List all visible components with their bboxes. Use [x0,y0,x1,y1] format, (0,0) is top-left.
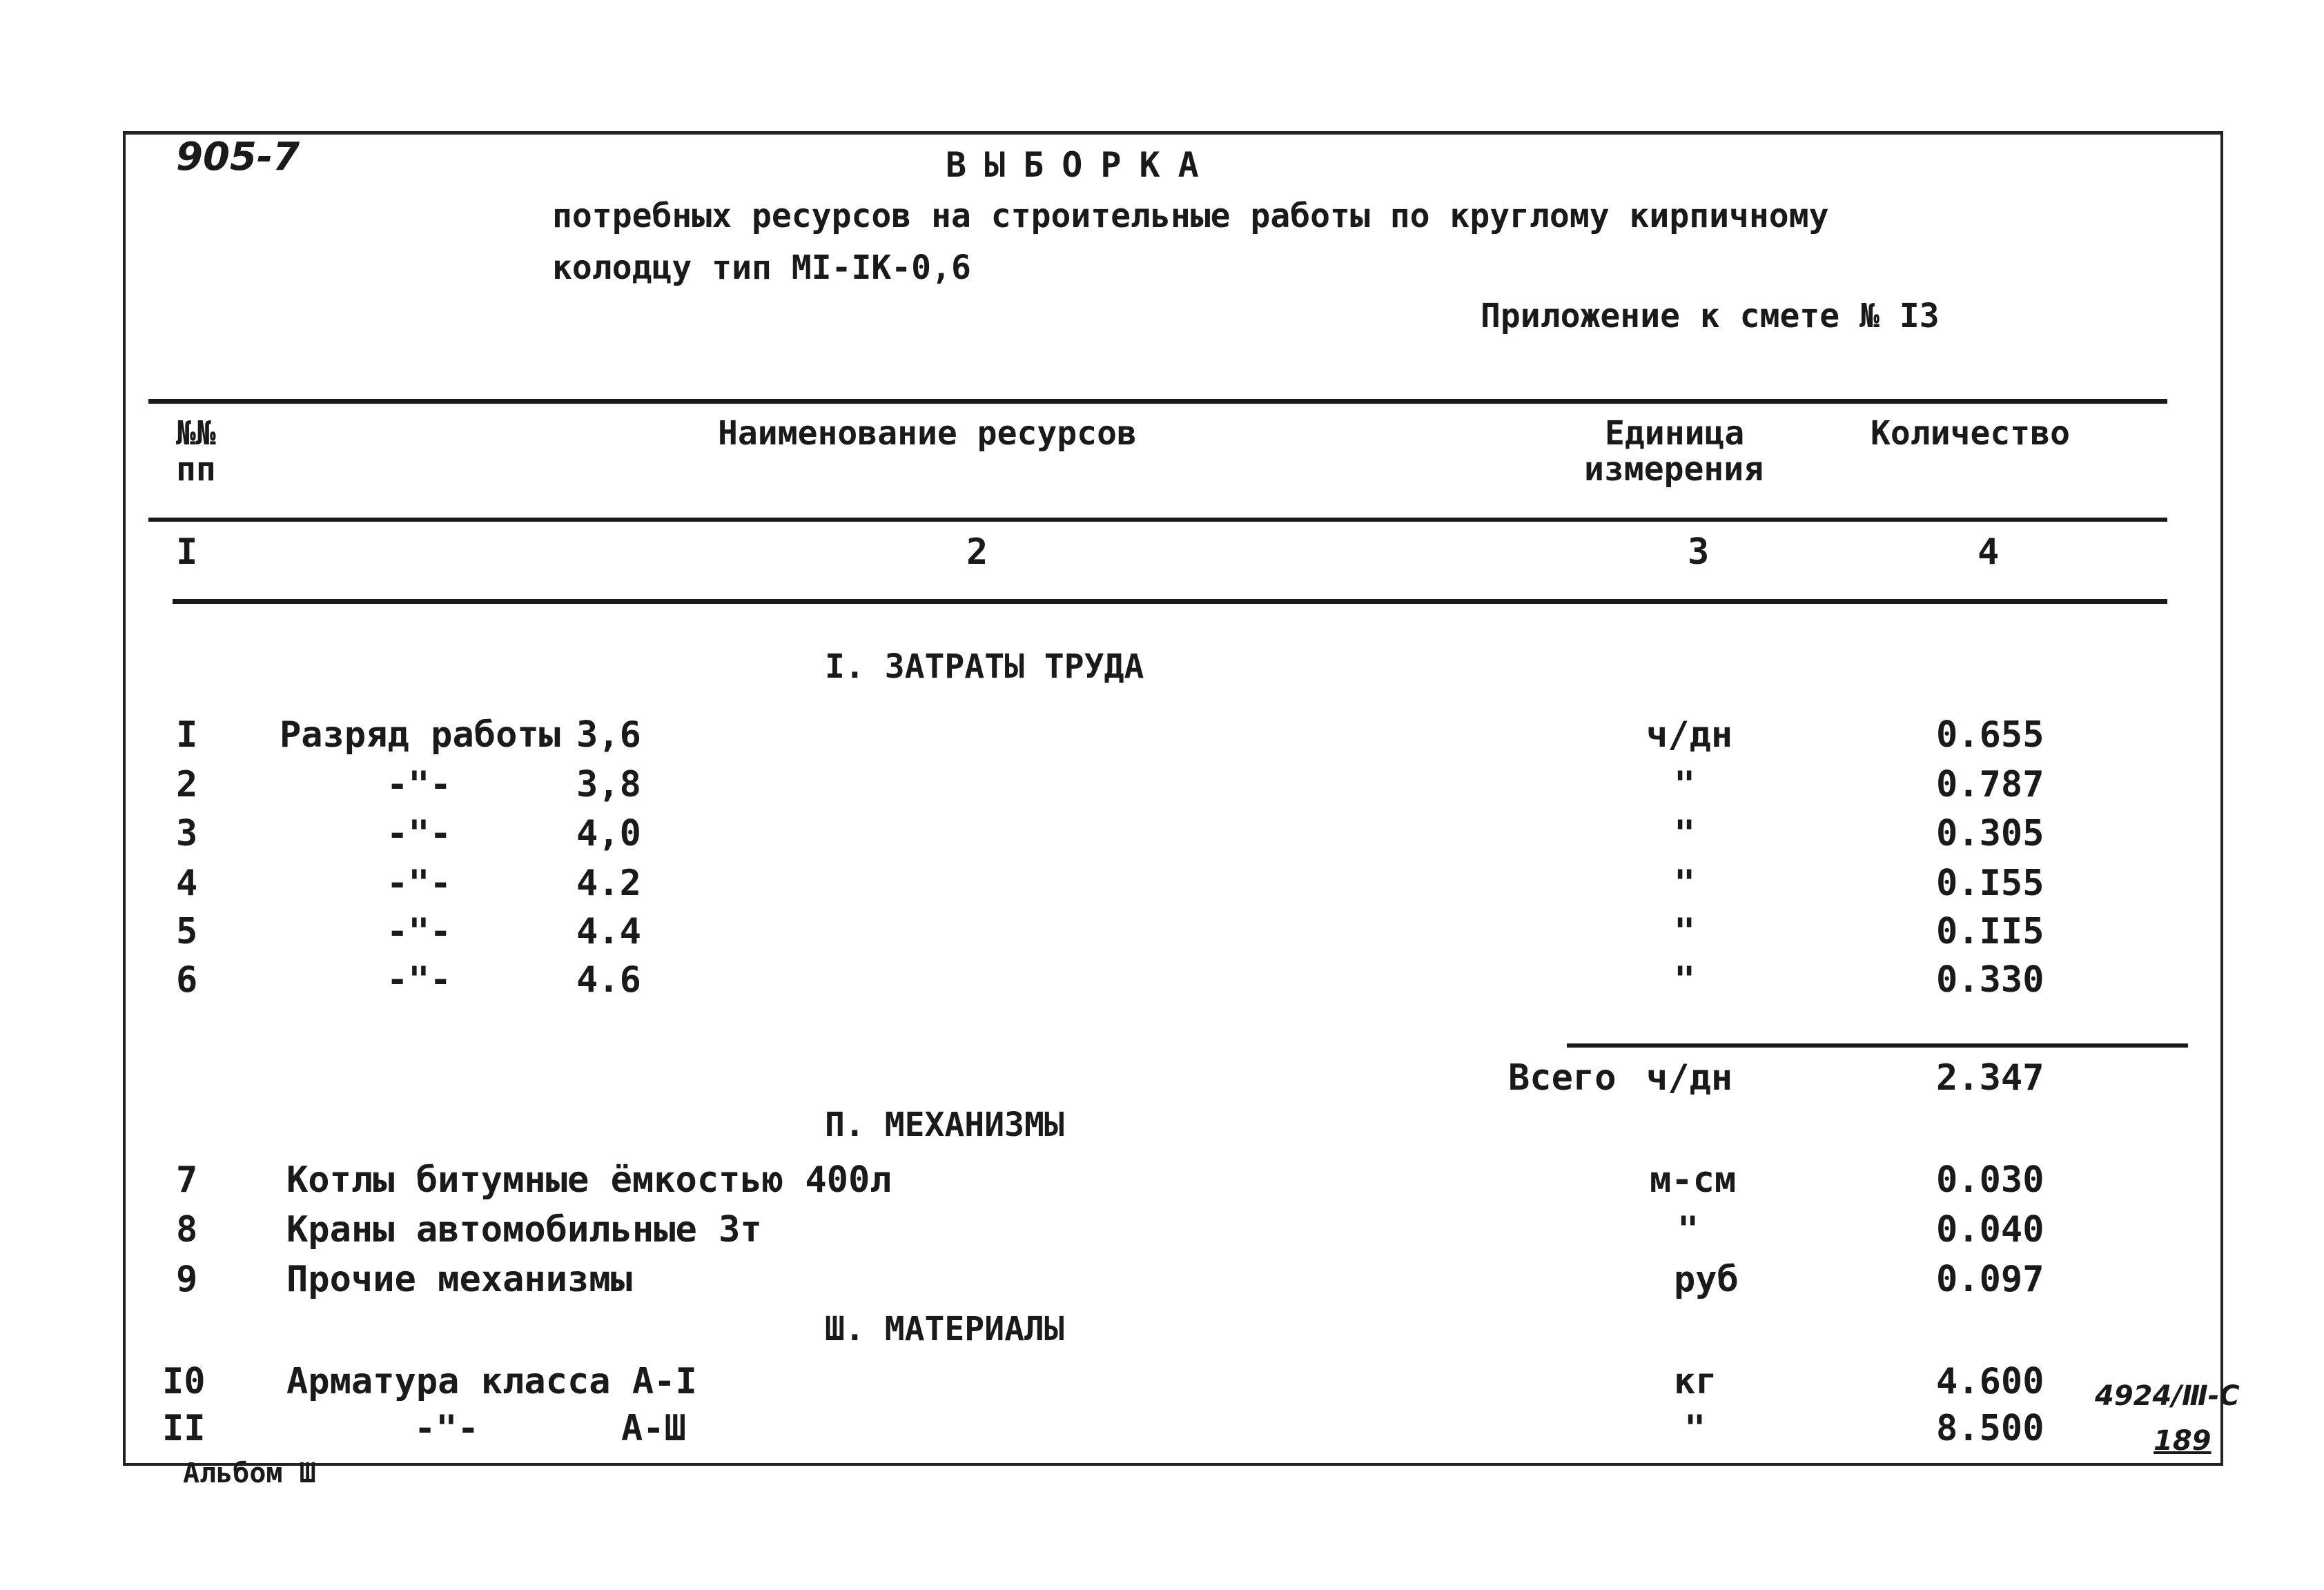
table-top-rule [148,399,2167,404]
row-number: 5 [176,911,198,952]
section-heading-mechanisms: П. МЕХАНИЗМЫ [825,1106,1064,1144]
row-quantity: 0.040 [1936,1209,2044,1250]
row-resource-name: Краны автомобильные 3т [286,1209,762,1250]
row-number: II [162,1408,206,1449]
row-grade: А-Ш [621,1408,686,1449]
row-quantity: 4.600 [1936,1361,2044,1402]
row-resource-name: Прочие механизмы [286,1259,632,1300]
subtitle-line-1: потребных ресурсов на строительные работы по круглому кирпичному [552,197,1829,235]
row-number: 7 [176,1159,198,1201]
row-grade: 4.4 [576,911,641,952]
row-unit: " [1684,1408,1706,1449]
row-unit: " [1674,959,1696,1001]
row-quantity: 0.305 [1936,813,2044,854]
total-quantity: 2.347 [1936,1057,2044,1099]
row-number: 8 [176,1209,198,1250]
section-heading-labor: I. ЗАТРАТЫ ТРУДА [825,647,1144,686]
row-quantity: 0.330 [1936,959,2044,1001]
total-rule [1567,1043,2188,1048]
row-number: 6 [176,959,198,1001]
column-number-1: I [176,531,198,573]
section-heading-materials: Ш. МАТЕРИАЛЫ [825,1310,1064,1348]
row-number: 9 [176,1259,198,1300]
row-ditto-mark: -"- [387,911,451,952]
document-code: 905-7 [176,135,300,179]
row-quantity: 0.097 [1936,1259,2044,1300]
total-label: Всего [1508,1057,1617,1099]
row-unit: " [1674,764,1696,805]
side-note-code: 4924/Ⅲ-С [2095,1380,2240,1412]
row-unit: ч/дн [1646,714,1733,756]
row-unit: " [1674,863,1696,904]
body-top-rule [173,599,2167,604]
row-quantity: 0.I55 [1936,863,2044,904]
row-unit: " [1674,911,1696,952]
row-ditto-mark: -"- [414,1408,479,1449]
row-quantity: 0.II5 [1936,911,2044,952]
row-number: 4 [176,863,198,904]
column-number-3: 3 [1688,531,1710,573]
row-grade: 4.2 [576,863,641,904]
col-header-name: Наименование ресурсов [718,414,1137,453]
row-resource-name: Разряд работы [280,714,560,756]
header-divider-rule [148,518,2167,522]
row-ditto-mark: -"- [387,813,451,854]
row-number: I [176,714,198,756]
col-header-num-2: пп [176,450,216,489]
col-header-unit-2: измерения [1584,450,1764,489]
appendix-note: Приложение к смете № I3 [1481,297,1940,335]
row-unit: руб [1674,1259,1739,1300]
col-header-num-1: №№ [176,414,216,453]
row-quantity: 0.030 [1936,1159,2044,1201]
row-resource-name: Котлы битумные ёмкостью 400л [286,1159,892,1201]
row-quantity: 0.787 [1936,764,2044,805]
row-resource-name: Арматура класса А-I [286,1361,697,1402]
row-number: 2 [176,764,198,805]
row-grade: 3,8 [576,764,641,805]
row-ditto-mark: -"- [387,764,451,805]
row-unit: кг [1674,1361,1717,1402]
row-grade: 3,6 [576,714,641,756]
row-quantity: 8.500 [1936,1408,2044,1449]
page-title: ВЫБОРКА [946,145,1217,185]
col-header-qty: Количество [1871,414,2070,453]
row-unit: м-см [1650,1159,1737,1201]
column-number-4: 4 [1978,531,2000,573]
total-unit: ч/дн [1646,1057,1733,1099]
row-number: 3 [176,813,198,854]
row-unit: " [1677,1209,1699,1250]
row-grade: 4.6 [576,959,641,1001]
row-ditto-mark: -"- [387,863,451,904]
subtitle-line-2: колодцу тип МI-IК-0,6 [552,248,971,287]
footer-album: Альбом Ш [183,1458,316,1489]
column-number-2: 2 [966,531,988,573]
row-ditto-mark: -"- [387,959,451,1001]
row-quantity: 0.655 [1936,714,2044,756]
side-note-page: 189 [2154,1425,2211,1457]
row-unit: " [1674,813,1696,854]
row-number: I0 [162,1361,206,1402]
col-header-unit-1: Единица [1605,414,1745,453]
row-grade: 4,0 [576,813,641,854]
